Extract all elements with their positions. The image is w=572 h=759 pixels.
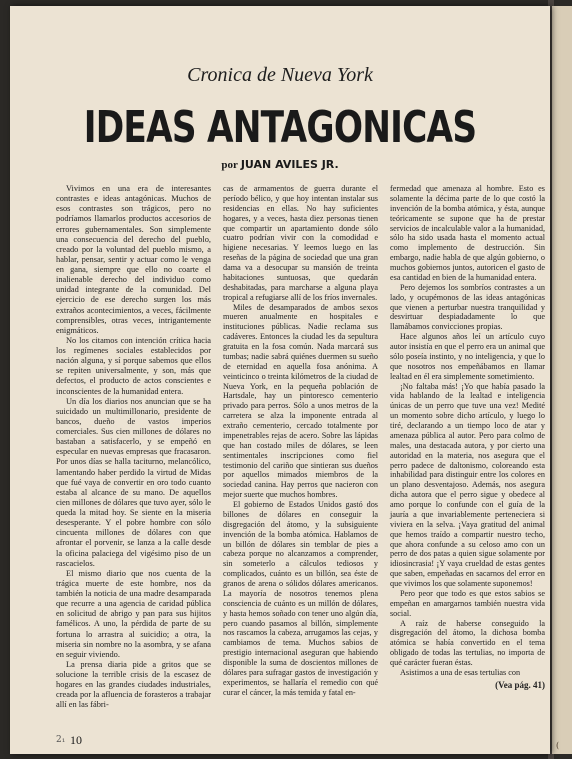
paragraph: El gobierno de Estados Unidos gastó dos billones de dólares en conseguir la disgregación del átomo, y la subsiguiente invención de la bomba atómica. Hablamos de un billón de dólares sin temblar de pies a cabeza porque no alcanzamos a comprender, sin someterlo a cálculos tediosos y complicados, cuánto es un billón, sea éste de granos de arena o sólidos dólares americanos. La mayoría de nosotros tenemos plena consciencia de cuánto es un millón de dólares, y hasta hemos soñado con tener uno algún día, pero cuando pasamos al billón, simplemente nos rascamos la cabeza, arrugamos las cejas, y cambiamos de tema. Muchos sabios de prestigio internacional aseguran que habiendo disponible la suma de doscientos millones de dólares para sufragar gastos de investigación y experimentos, se hallaría el remedio con qué curar el cáncer, la más temida y fatal en- [223,500,378,697]
section-kicker: Cronica de Nueva York [187,64,373,86]
paragraph: La prensa diaria pide a gritos que se solucione la terrible crisis de la escasez de hogares en las grandes ciudades industriales, creada por la afluencia de forasteros a trabajar allí en las fábri- [56,659,211,710]
paragraph: Miles de desamparados de ambos sexos mueren anualmente en hospitales e instituciones públicas. Nadie reclama sus cadáveres. Entonces la ciudad les da sepultura gratuita en la fosa común. Nada marcará sus tumbas; nadie sabrá quiénes duermen su sueño de eternidad en aquella fosa anónima. A veinticinco o treinta kilómetros de la ciudad de Nueva York, en la pequeña población de Hartsdale, hay un pintoresco cementerio privado para perros. Sólo a unos metros de la carretera se alza la imponente entrada al extraño cementerio, cercado totalmente por impenetrables rejas de acero. Sobre las lápidas que han costado miles de dólares, se leen sentimentales inscripciones como fiel testimonio del cariño que sintieran sus dueños por aquellos mimados miembros de la sociedad canina. Hay perros que nacieron con mejor suerte que muchos hombres. [223,302,378,500]
paragraph: fermedad que amenaza al hombre. Esto es solamente la décima parte de lo que costó la invención de la bomba atómica, y ésta, aunque teóricamente se supone que ha de prestar servicios de incalculable valor a la humanidad, sólo ha sido usada hasta el momento actual como implemento de destrucción. Sin embargo, nadie habla de que algún gobierno, o muchos gobiernos juntos, autoricen el gasto de esa cantidad en bien de la humanidad entera. [390,184,545,282]
paragraph: Pero dejemos los sombríos contrastes a un lado, y ocupémonos de las ideas antagónicas que vienen a perturbar nuestra tranquilidad y desvirtuar despiadadamente lo que llamábamos convicciones propias. [390,282,545,332]
text-column-3 [390,184,545,691]
continued-note: (Vea pág. 41) [495,679,545,690]
paragraph: Un día los diarios nos anuncian que se ha suicidado un multimillonario, presidente de bancos, dueño de vastos imperios comerciales. Sus cien millones de dólares no bastaban a satisfacerlo, y se empeñó en especular en nuevas empresas que fracasaron. Por unos días se halla taciturno, melancólico, lamentando haber perdido la virtud de Midas que fué vaya de convertir en oro todo cuanto estaba al alcance de su mano. De aquellos cien millones de dólares que tuvo ayer, sólo le queda la mitad hoy. Se siente en la miseria desesperante. Y el pobre hombre con sólo cincuenta millones de dólares con que afrontar el porvenir, se lanza a la calle desde la oficina palaciega del vigésimo piso de un rascacielos. [56,396,211,568]
paragraph: Asistimos a una de esas tertulias con [400,667,521,677]
paragraph: Vivimos en una era de interesantes contrastes e ideas antagónicas. Muchos de esos contrastes son trágicos, pero no podríamos llamarlos productos accesorios de errores gubernamentales. Son simplemente una consecuencia del derecho del pueblo, creado por la voluntad del pueblo mismo, a hablar, pensar, sentir y actuar como le venga en gana, siempre que ello no coarte el inalienable derecho del individuo como unidad integrante de la comunidad. Del ejercicio de ese derecho surgen los más extraños acontecimientos, a veces, fácilmente comprensibles, otras veces, intrigantemente enigmáticos. [56,184,211,335]
paragraph: Hace algunos años leí un artículo cuyo autor insistía en que el perro era un animal que sólo poseía instinto, y no inteligencia, y que lo que nosotros nos empeñábamos en llamar lealtad en él era simplemente sometimiento. [390,332,545,381]
magazine-page [10,6,550,754]
page-number: 10 [70,733,82,747]
byline-author: JUAN AVILES JR. [240,158,339,171]
facing-page-edge [552,6,572,754]
facing-page-number: ( [556,741,560,750]
text-column-2 [223,184,378,698]
paragraph: ¡No faltaba más! ¡Yo que había pasado la vida hablando de la lealtad e inteligencia únicas de un perro que tuve una vez! Medité un momento sobre dicho artículo, y luego lo tiré, declarando a un tiempo loco de atar y amenaza pública al autor. Pero para colmo de males, una destacada autora, y por cierto una autoridad en la materia, nos asegura que el perro padece de daltonismo, coloreando esta inhabilidad para distinguir entre los colores en un plano desventajoso. Además, nos asegura dicha autora que el perro sigue y obedece al amo porque lo confunde con el guía de la jauría a que invariablemente perteneciera si viviera en la selva. ¡Vaya gratitud del animal que hemos traído a compartir nuestro techo, que ahora confunde a su celoso amo con un perro de dos patas a quien sigue solamente por idiosincrasia! ¡Y vaya crueldad de estas gentes que saben, empeñadas en sacarnos del error en que vivimos los que solamente suponemos! [390,381,545,588]
paragraph: No los citamos con intención crítica hacia los regímenes sociales establecidos por nación alguna, y sí porque sabemos que ellos se repiten universalmente, y son, más que defectos, el producto de actos conscientes e inconscientes de la humanidad entera. [56,335,211,396]
paragraph: El mismo diario que nos cuenta de la trágica muerte de este hombre, nos da también la noticia de una madre desamparada que recurre a una agencia de caridad pública en solicitud de abrigo y pan para sus hijitos famélicos. A uno, la pérdida de parte de su fortuna lo arrastra al suicidio; a otra, la miseria sin nombre no la asombra, y se afana en seguir viviendo. [56,568,211,659]
paragraph: Pero peor que todo es que estos sabios se empeñan en amargarnos también nuestra vida social. [390,588,545,618]
byline-por: por [221,159,238,171]
byline [10,158,550,171]
paragraph: A raíz de haberse conseguido la disgregación del átomo, la dichosa bomba atómica se había convertido en el tema obligado de todas las tertulias, no importa de qué carácter fueran éstas. [390,618,545,667]
paragraph: cas de armamentos de guerra durante el período bélico, y que hoy intentan instalar sus residencias en ellas. No hay suficientes hogares, y a veces, hasta diez personas tienen que compartir un apartamiento donde sólo cuatro podrían vivir con la comodidad e higiene necesarias. Y leemos luego en las reseñas de la página de sociedad que una gran dama va a desocupar su mansión de treinta habitaciones suntuosas, que quedarán deshabitadas, para marcharse a alguna playa tropical a refugiarse allí de los fríos invernales. [223,184,378,302]
article-title: IDEAS ANTAGONICAS [83,102,477,153]
text-column-1 [56,184,211,711]
margin-mark: 2₁ [56,735,66,745]
